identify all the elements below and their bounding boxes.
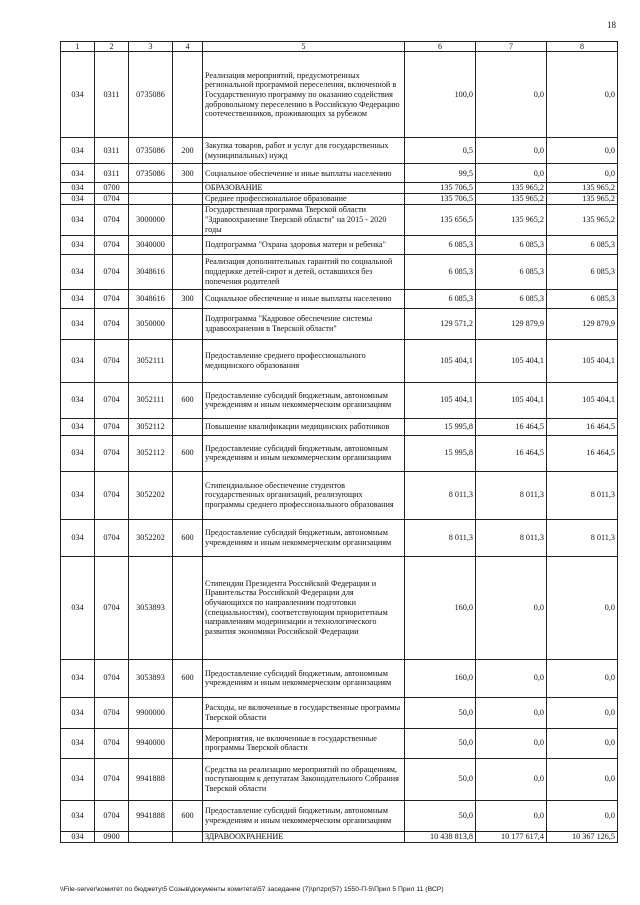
amount-cell: 16 464,5 bbox=[547, 435, 618, 471]
table-row bbox=[61, 138, 618, 164]
description-cell: Государственная программа Тверской области "Здравоохранение Тверской области" на 2015 - 2020 годы bbox=[203, 204, 405, 235]
table-row bbox=[61, 556, 618, 659]
target-cell: 3052111 bbox=[129, 339, 173, 382]
target-cell bbox=[129, 183, 173, 194]
amount-cell: 135 706,5 bbox=[405, 194, 476, 205]
amount-cell: 135 965,2 bbox=[547, 183, 618, 194]
amount-cell: 0,0 bbox=[476, 164, 547, 183]
amount-cell: 0,0 bbox=[547, 556, 618, 659]
table-row bbox=[61, 289, 618, 308]
grbs-cell: 034 bbox=[61, 435, 95, 471]
grbs-cell: 034 bbox=[61, 52, 95, 138]
section-cell: 0704 bbox=[95, 382, 129, 418]
amount-cell: 0,0 bbox=[547, 52, 618, 138]
grbs-cell: 034 bbox=[61, 138, 95, 164]
type-cell bbox=[173, 235, 203, 254]
table-row bbox=[61, 235, 618, 254]
target-cell: 3053893 bbox=[129, 556, 173, 659]
amount-cell: 105 404,1 bbox=[476, 382, 547, 418]
header-row bbox=[61, 42, 618, 52]
amount-cell: 0,0 bbox=[547, 800, 618, 831]
amount-cell: 8 011,3 bbox=[405, 471, 476, 519]
target-cell: 9941888 bbox=[129, 758, 173, 800]
description-cell: Стипендии Президента Российской Федерации и Правительства Российской Федерации для обучающихся по направлениям подготовки (специальностям), соответствующим приоритетным направлениям модернизации и технологического развития экономики Российской Федерации bbox=[203, 556, 405, 659]
section-cell: 0704 bbox=[95, 758, 129, 800]
target-cell: 3053893 bbox=[129, 659, 173, 697]
table-row bbox=[61, 164, 618, 183]
amount-cell: 160,0 bbox=[405, 659, 476, 697]
header-cell: 4 bbox=[173, 42, 203, 52]
amount-cell: 50,0 bbox=[405, 697, 476, 728]
header-cell: 5 bbox=[203, 42, 405, 52]
amount-cell: 135 965,2 bbox=[476, 194, 547, 205]
section-cell: 0704 bbox=[95, 308, 129, 339]
grbs-cell: 034 bbox=[61, 194, 95, 205]
header-cell: 3 bbox=[129, 42, 173, 52]
description-cell: Расходы, не включенные в государственные программы Тверской области bbox=[203, 697, 405, 728]
amount-cell: 129 879,9 bbox=[547, 308, 618, 339]
description-cell: Предоставление субсидий бюджетным, автономным учреждениям и иным некоммерческим организациям bbox=[203, 435, 405, 471]
amount-cell: 8 011,3 bbox=[405, 519, 476, 556]
section-cell: 0704 bbox=[95, 254, 129, 289]
grbs-cell: 034 bbox=[61, 254, 95, 289]
section-cell: 0704 bbox=[95, 728, 129, 758]
amount-cell: 6 085,3 bbox=[476, 254, 547, 289]
table-row bbox=[61, 728, 618, 758]
type-cell bbox=[173, 556, 203, 659]
table-row bbox=[61, 519, 618, 556]
section-cell: 0704 bbox=[95, 418, 129, 435]
amount-cell: 50,0 bbox=[405, 758, 476, 800]
type-cell bbox=[173, 471, 203, 519]
amount-cell: 50,0 bbox=[405, 800, 476, 831]
target-cell: 3052202 bbox=[129, 519, 173, 556]
amount-cell: 8 011,3 bbox=[476, 471, 547, 519]
table-row bbox=[61, 831, 618, 842]
target-cell bbox=[129, 194, 173, 205]
description-cell: Реализация дополнительных гарантий по социальной поддержке детей-сирот и детей, оставшихся без попечения родителей bbox=[203, 254, 405, 289]
grbs-cell: 034 bbox=[61, 697, 95, 728]
target-cell: 9941888 bbox=[129, 800, 173, 831]
description-cell: Социальное обеспечение и иные выплаты населению bbox=[203, 289, 405, 308]
grbs-cell: 034 bbox=[61, 556, 95, 659]
table-row bbox=[61, 471, 618, 519]
amount-cell: 99,5 bbox=[405, 164, 476, 183]
type-cell: 600 bbox=[173, 519, 203, 556]
file-path-footer: \\File-server\комитет по бюджету\5 Созыв\документы комитета\57 заседание (7)\pr\zpr(57) 1550-П-5\Прил 5 Прил 11 (ВСР) bbox=[60, 886, 444, 893]
amount-cell: 10 438 813,8 bbox=[405, 831, 476, 842]
amount-cell: 0,0 bbox=[476, 659, 547, 697]
header-cell: 7 bbox=[476, 42, 547, 52]
table-row bbox=[61, 659, 618, 697]
type-cell bbox=[173, 418, 203, 435]
grbs-cell: 034 bbox=[61, 728, 95, 758]
amount-cell: 105 404,1 bbox=[547, 339, 618, 382]
header-cell: 6 bbox=[405, 42, 476, 52]
section-cell: 0311 bbox=[95, 138, 129, 164]
section-cell: 0704 bbox=[95, 556, 129, 659]
amount-cell: 6 085,3 bbox=[476, 289, 547, 308]
grbs-cell: 034 bbox=[61, 289, 95, 308]
type-cell bbox=[173, 697, 203, 728]
amount-cell: 0,0 bbox=[476, 758, 547, 800]
table-row bbox=[61, 418, 618, 435]
section-cell: 0704 bbox=[95, 659, 129, 697]
type-cell: 600 bbox=[173, 435, 203, 471]
amount-cell: 0,0 bbox=[547, 758, 618, 800]
amount-cell: 0,0 bbox=[547, 697, 618, 728]
target-cell: 3000000 bbox=[129, 204, 173, 235]
section-cell: 0704 bbox=[95, 339, 129, 382]
amount-cell: 0,0 bbox=[547, 659, 618, 697]
type-cell bbox=[173, 758, 203, 800]
amount-cell: 100,0 bbox=[405, 52, 476, 138]
type-cell bbox=[173, 308, 203, 339]
amount-cell: 0,0 bbox=[547, 138, 618, 164]
amount-cell: 0,0 bbox=[476, 52, 547, 138]
table-row bbox=[61, 194, 618, 205]
type-cell bbox=[173, 52, 203, 138]
description-cell: Предоставление субсидий бюджетным, автономным учреждениям и иным некоммерческим организациям bbox=[203, 659, 405, 697]
type-cell: 600 bbox=[173, 659, 203, 697]
section-cell: 0704 bbox=[95, 519, 129, 556]
amount-cell: 16 464,5 bbox=[476, 418, 547, 435]
grbs-cell: 034 bbox=[61, 758, 95, 800]
header-cell: 8 bbox=[547, 42, 618, 52]
target-cell: 3050000 bbox=[129, 308, 173, 339]
description-cell: Предоставление субсидий бюджетным, автономным учреждениям и иным некоммерческим организациям bbox=[203, 382, 405, 418]
grbs-cell: 034 bbox=[61, 659, 95, 697]
grbs-cell: 034 bbox=[61, 183, 95, 194]
type-cell bbox=[173, 831, 203, 842]
table-row bbox=[61, 254, 618, 289]
target-cell: 0735086 bbox=[129, 164, 173, 183]
description-cell: Подпрограмма "Кадровое обеспечение системы здравоохранения в Тверской области" bbox=[203, 308, 405, 339]
target-cell bbox=[129, 831, 173, 842]
section-cell: 0700 bbox=[95, 183, 129, 194]
description-cell: Стипендиальное обеспечение студентов государственных организаций, реализующих программы среднего профессионального образования bbox=[203, 471, 405, 519]
amount-cell: 6 085,3 bbox=[547, 235, 618, 254]
description-cell: Среднее профессиональное образование bbox=[203, 194, 405, 205]
grbs-cell: 034 bbox=[61, 800, 95, 831]
type-cell: 300 bbox=[173, 164, 203, 183]
amount-cell: 6 085,3 bbox=[547, 289, 618, 308]
amount-cell: 0,0 bbox=[476, 728, 547, 758]
description-cell: Реализация мероприятий, предусмотренных региональной программой переселения, включенной в Государственную программу по оказанию содействия добровольному переселению в Российскую Федерацию соотечественников, проживающих за рубежом bbox=[203, 52, 405, 138]
type-cell bbox=[173, 254, 203, 289]
amount-cell: 6 085,3 bbox=[476, 235, 547, 254]
table-row bbox=[61, 204, 618, 235]
grbs-cell: 034 bbox=[61, 519, 95, 556]
amount-cell: 135 965,2 bbox=[476, 204, 547, 235]
table-row bbox=[61, 339, 618, 382]
section-cell: 0311 bbox=[95, 164, 129, 183]
amount-cell: 160,0 bbox=[405, 556, 476, 659]
grbs-cell: 034 bbox=[61, 418, 95, 435]
amount-cell: 0,0 bbox=[547, 728, 618, 758]
amount-cell: 105 404,1 bbox=[405, 382, 476, 418]
type-cell bbox=[173, 728, 203, 758]
table-row bbox=[61, 697, 618, 728]
target-cell: 9940000 bbox=[129, 728, 173, 758]
amount-cell: 129 571,2 bbox=[405, 308, 476, 339]
description-cell: Социальное обеспечение и иные выплаты населению bbox=[203, 164, 405, 183]
grbs-cell: 034 bbox=[61, 164, 95, 183]
amount-cell: 16 464,5 bbox=[476, 435, 547, 471]
amount-cell: 8 011,3 bbox=[547, 519, 618, 556]
section-cell: 0900 bbox=[95, 831, 129, 842]
amount-cell: 135 965,2 bbox=[547, 194, 618, 205]
target-cell: 0735086 bbox=[129, 138, 173, 164]
header-cell: 2 bbox=[95, 42, 129, 52]
table-row bbox=[61, 758, 618, 800]
amount-cell: 105 404,1 bbox=[547, 382, 618, 418]
amount-cell: 15 995,8 bbox=[405, 435, 476, 471]
type-cell bbox=[173, 194, 203, 205]
type-cell bbox=[173, 183, 203, 194]
amount-cell: 10 177 617,4 bbox=[476, 831, 547, 842]
grbs-cell: 034 bbox=[61, 308, 95, 339]
grbs-cell: 034 bbox=[61, 831, 95, 842]
amount-cell: 50,0 bbox=[405, 728, 476, 758]
type-cell: 600 bbox=[173, 382, 203, 418]
section-cell: 0704 bbox=[95, 194, 129, 205]
amount-cell: 135 656,5 bbox=[405, 204, 476, 235]
grbs-cell: 034 bbox=[61, 382, 95, 418]
amount-cell: 6 085,3 bbox=[405, 235, 476, 254]
description-cell: Подпрограмма "Охрана здоровья матери и ребенка" bbox=[203, 235, 405, 254]
target-cell: 3052112 bbox=[129, 418, 173, 435]
type-cell bbox=[173, 204, 203, 235]
amount-cell: 135 965,2 bbox=[547, 204, 618, 235]
type-cell: 300 bbox=[173, 289, 203, 308]
amount-cell: 0,0 bbox=[547, 164, 618, 183]
header-cell: 1 bbox=[61, 42, 95, 52]
grbs-cell: 034 bbox=[61, 339, 95, 382]
target-cell: 3052111 bbox=[129, 382, 173, 418]
amount-cell: 105 404,1 bbox=[405, 339, 476, 382]
section-cell: 0704 bbox=[95, 697, 129, 728]
amount-cell: 0,0 bbox=[476, 697, 547, 728]
grbs-cell: 034 bbox=[61, 235, 95, 254]
table-row bbox=[61, 800, 618, 831]
amount-cell: 6 085,3 bbox=[405, 289, 476, 308]
amount-cell: 105 404,1 bbox=[476, 339, 547, 382]
amount-cell: 10 367 126,5 bbox=[547, 831, 618, 842]
description-cell: Предоставление субсидий бюджетным, автономным учреждениям и иным некоммерческим организациям bbox=[203, 519, 405, 556]
target-cell: 9900000 bbox=[129, 697, 173, 728]
target-cell: 3040000 bbox=[129, 235, 173, 254]
amount-cell: 6 085,3 bbox=[547, 254, 618, 289]
section-cell: 0704 bbox=[95, 204, 129, 235]
target-cell: 3048616 bbox=[129, 254, 173, 289]
description-cell: Закупка товаров, работ и услуг для государственных (муниципальных) нужд bbox=[203, 138, 405, 164]
type-cell: 200 bbox=[173, 138, 203, 164]
amount-cell: 8 011,3 bbox=[476, 519, 547, 556]
section-cell: 0311 bbox=[95, 52, 129, 138]
amount-cell: 6 085,3 bbox=[405, 254, 476, 289]
amount-cell: 135 706,5 bbox=[405, 183, 476, 194]
description-cell: ЗДРАВООХРАНЕНИЕ bbox=[203, 831, 405, 842]
section-cell: 0704 bbox=[95, 435, 129, 471]
table-row bbox=[61, 52, 618, 138]
description-cell: Предоставление среднего профессионального медицинского образования bbox=[203, 339, 405, 382]
grbs-cell: 034 bbox=[61, 204, 95, 235]
amount-cell: 0,0 bbox=[476, 800, 547, 831]
grbs-cell: 034 bbox=[61, 471, 95, 519]
section-cell: 0704 bbox=[95, 471, 129, 519]
description-cell: ОБРАЗОВАНИЕ bbox=[203, 183, 405, 194]
target-cell: 3048616 bbox=[129, 289, 173, 308]
table-row bbox=[61, 308, 618, 339]
section-cell: 0704 bbox=[95, 289, 129, 308]
type-cell: 600 bbox=[173, 800, 203, 831]
section-cell: 0704 bbox=[95, 235, 129, 254]
amount-cell: 0,0 bbox=[476, 138, 547, 164]
amount-cell: 15 995,8 bbox=[405, 418, 476, 435]
description-cell: Мероприятия, не включенные в государственные программы Тверской области bbox=[203, 728, 405, 758]
table-row bbox=[61, 183, 618, 194]
description-cell: Повышение квалификации медицинских работников bbox=[203, 418, 405, 435]
type-cell bbox=[173, 339, 203, 382]
amount-cell: 8 011,3 bbox=[547, 471, 618, 519]
amount-cell: 0,0 bbox=[476, 556, 547, 659]
description-cell: Средства на реализацию мероприятий по обращениям, поступающим к депутатам Законодательного Собрания Тверской области bbox=[203, 758, 405, 800]
amount-cell: 16 464,5 bbox=[547, 418, 618, 435]
amount-cell: 0,5 bbox=[405, 138, 476, 164]
table-row bbox=[61, 435, 618, 471]
section-cell: 0704 bbox=[95, 800, 129, 831]
table-row bbox=[61, 382, 618, 418]
target-cell: 3052112 bbox=[129, 435, 173, 471]
target-cell: 3052202 bbox=[129, 471, 173, 519]
page-number: 18 bbox=[607, 20, 616, 30]
target-cell: 0735086 bbox=[129, 52, 173, 138]
amount-cell: 135 965,2 bbox=[476, 183, 547, 194]
description-cell: Предоставление субсидий бюджетным, автономным учреждениям и иным некоммерческим организациям bbox=[203, 800, 405, 831]
amount-cell: 129 879,9 bbox=[476, 308, 547, 339]
budget-table bbox=[60, 41, 618, 843]
